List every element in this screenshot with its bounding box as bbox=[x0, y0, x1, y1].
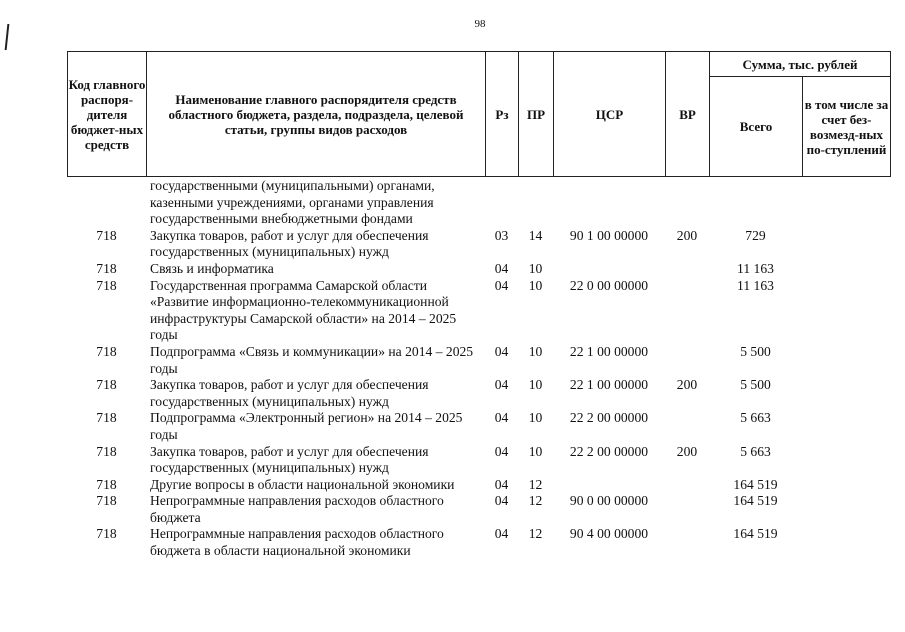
page-number: 98 bbox=[474, 18, 486, 30]
cell-name: государственными (муниципальными) органами, казенными учреждениями, органами управления государственными внебюджетными фондами bbox=[150, 178, 435, 227]
cell-pr: 10 bbox=[528, 343, 543, 359]
cell-code: 718 bbox=[96, 343, 117, 359]
cell-vr: 200 bbox=[676, 443, 698, 459]
cell-name: Другие вопросы в области национальной экономики bbox=[150, 476, 455, 492]
cell-vr: 200 bbox=[676, 227, 698, 243]
cell-pr: 10 bbox=[528, 277, 543, 293]
cell-name: Подпрограмма «Связь и коммуникации» на 2014 – 2025 годы bbox=[150, 343, 474, 376]
cell-code: 718 bbox=[96, 260, 117, 276]
cell-name: Подпрограмма «Электронный регион» на 2014 – 2025 годы bbox=[150, 410, 463, 442]
table-row bbox=[67, 377, 890, 410]
header-free: в том числе за счет без-возмезд-ных по-ступлений bbox=[803, 77, 891, 177]
cell-rz: 04 bbox=[494, 410, 509, 426]
cell-code: 718 bbox=[96, 277, 117, 293]
cell-csr: 22 1 00 00000 bbox=[569, 343, 649, 359]
cell-name: Непрограммные направления расходов областного бюджета в области национальной экономики bbox=[150, 526, 444, 559]
cell-csr: 90 1 00 00000 bbox=[569, 227, 649, 243]
cell-code: 718 bbox=[96, 443, 117, 459]
table-row bbox=[67, 477, 890, 494]
table-row bbox=[67, 178, 890, 228]
table-row bbox=[67, 526, 890, 559]
cell-rz: 04 bbox=[494, 260, 509, 276]
header-rz: Рз bbox=[486, 52, 519, 177]
cell-rz: 04 bbox=[494, 377, 509, 393]
cell-code: 718 bbox=[96, 410, 117, 426]
table-row bbox=[67, 493, 890, 526]
cell-name: Закупка товаров, работ и услуг для обеспечения государственных (муниципальных) нужд bbox=[150, 443, 429, 476]
cell-code: 718 bbox=[96, 493, 117, 509]
table-header bbox=[67, 51, 891, 177]
header-total: Всего bbox=[710, 77, 803, 177]
cell-total: 11 163 bbox=[737, 277, 774, 293]
header-pr: ПР bbox=[519, 52, 554, 177]
cell-csr: 22 0 00 00000 bbox=[569, 277, 649, 293]
cell-rz: 04 bbox=[494, 443, 509, 459]
cell-pr: 10 bbox=[528, 443, 543, 459]
table-row bbox=[67, 444, 890, 477]
header-vr: ВР bbox=[666, 52, 710, 177]
cell-csr: 90 4 00 00000 bbox=[569, 526, 649, 542]
cell-code: 718 bbox=[96, 227, 117, 243]
cell-pr: 14 bbox=[528, 227, 543, 243]
cell-code: 718 bbox=[96, 476, 117, 492]
cell-pr: 10 bbox=[528, 410, 543, 426]
cell-total: 5 663 bbox=[740, 443, 771, 459]
cell-total: 5 500 bbox=[740, 377, 771, 393]
cell-rz: 03 bbox=[494, 227, 509, 243]
cell-vr: 200 bbox=[676, 377, 698, 393]
cell-rz: 04 bbox=[494, 476, 509, 492]
cell-name: Закупка товаров, работ и услуг для обеспечения государственных (муниципальных) нужд bbox=[150, 377, 429, 409]
cell-rz: 04 bbox=[494, 343, 509, 359]
cell-name: Закупка товаров, работ и услуг для обеспечения государственных (муниципальных) нужд bbox=[150, 227, 429, 260]
table-row bbox=[67, 278, 890, 344]
cell-total: 164 519 bbox=[733, 493, 778, 509]
cell-code: 718 bbox=[96, 377, 117, 393]
cell-pr: 12 bbox=[528, 476, 543, 492]
cell-pr: 12 bbox=[528, 526, 543, 542]
cell-rz: 04 bbox=[494, 526, 509, 542]
cell-csr: 90 0 00 00000 bbox=[569, 493, 649, 509]
cell-total: 164 519 bbox=[733, 526, 778, 542]
cell-total: 164 519 bbox=[733, 476, 778, 492]
cell-rz: 04 bbox=[494, 493, 509, 509]
cell-pr: 10 bbox=[528, 260, 543, 276]
cell-name: Государственная программа Самарской области «Развитие информационно-телекоммуникационной инфраструктуры Самарской области» на 2014 – 2025 годы bbox=[150, 277, 457, 343]
cell-total: 5 500 bbox=[740, 343, 771, 359]
header-name: Наименование главного распорядителя средств областного бюджета, раздела, подраздела, целевой статьи, группы видов расходов bbox=[147, 52, 486, 177]
cell-total: 729 bbox=[745, 227, 766, 243]
cell-total: 5 663 bbox=[740, 410, 771, 426]
cell-name: Связь и информатика bbox=[150, 260, 274, 276]
cell-code: 718 bbox=[96, 526, 117, 542]
cell-csr: 22 1 00 00000 bbox=[569, 377, 649, 393]
cell-csr: 22 2 00 00000 bbox=[569, 443, 649, 459]
cell-pr: 10 bbox=[528, 377, 543, 393]
cell-total: 11 163 bbox=[737, 260, 774, 276]
table-row bbox=[67, 344, 890, 377]
cell-rz: 04 bbox=[494, 277, 509, 293]
cell-name: Непрограммные направления расходов областного бюджета bbox=[150, 493, 444, 525]
header-sum: Сумма, тыс. рублей bbox=[710, 52, 891, 77]
table-row bbox=[67, 228, 890, 261]
table-body bbox=[67, 178, 890, 560]
table-row bbox=[67, 261, 890, 278]
header-code: Код главного распоря-дителя бюджет-ных средств bbox=[68, 52, 147, 177]
cell-pr: 12 bbox=[528, 493, 543, 509]
table-row bbox=[67, 410, 890, 443]
cell-csr: 22 2 00 00000 bbox=[569, 410, 649, 426]
header-csr: ЦСР bbox=[554, 52, 666, 177]
